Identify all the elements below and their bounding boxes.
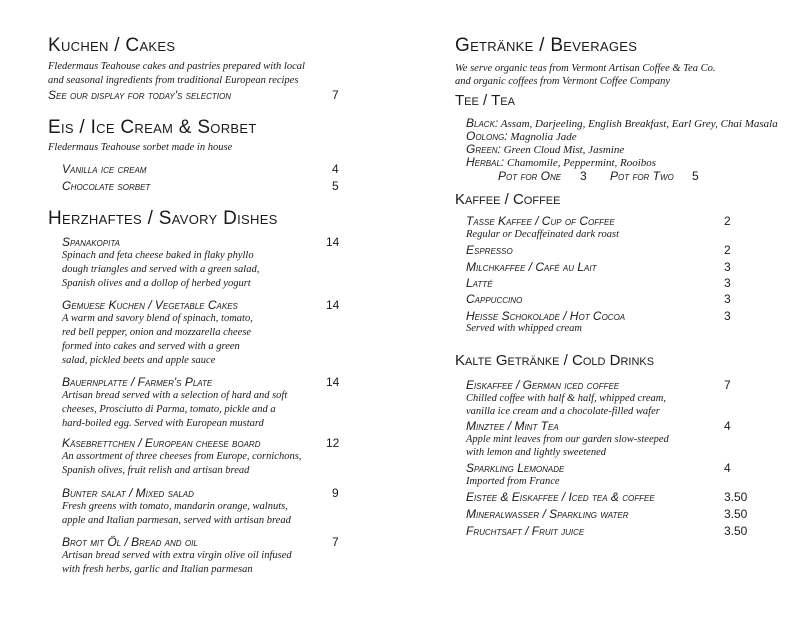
- menu-item-price: 4: [724, 461, 731, 475]
- menu-item-name: Eiskaffee / German iced coffee: [466, 378, 620, 392]
- menu-item-name: Latté: [466, 276, 493, 290]
- menu-item-description: dough triangles and served with a green salad,: [62, 264, 260, 275]
- tea-varieties: Green Cloud Mist, Jasmine: [500, 144, 625, 156]
- menu-item-name: Mineralwasser / Sparkling water: [466, 507, 629, 521]
- tea-label: Herbal:: [466, 155, 505, 169]
- menu-item-name: Cappuccino: [466, 292, 523, 306]
- menu-item-price: 7: [332, 535, 339, 549]
- menu-item-name: Gemuese Kuchen / Vegetable Cakes: [62, 298, 238, 312]
- cakes-description-line: and seasonal ingredients from traditional European recipes: [48, 75, 299, 86]
- menu-item-description: apple and Italian parmesan, served with artisan bread: [62, 515, 291, 526]
- menu-item-price: 9: [332, 486, 339, 500]
- menu-item-description: Artisan bread served with a selection of hard and soft: [62, 390, 288, 401]
- menu-item-description: Spinach and feta cheese baked in flaky phyllo: [62, 250, 254, 261]
- cakes-price: 7: [332, 88, 339, 102]
- menu-item-name: Chocolate sorbet: [62, 179, 151, 193]
- menu-item-price: 14: [326, 375, 340, 389]
- section-title-cakes: Kuchen / Cakes: [48, 35, 176, 56]
- menu-item-description: with lemon and lightly sweetened: [466, 447, 606, 458]
- ice-cream-description: Fledermaus Teahouse sorbet made in house: [48, 142, 233, 153]
- cakes-description-line: Fledermaus Teahouse cakes and pastries prepared with local: [48, 61, 305, 72]
- cakes-display-note: See our display for today's selection: [48, 88, 231, 102]
- pot-for-two-price: 5: [692, 169, 699, 183]
- menu-item-name: Espresso: [466, 243, 513, 257]
- menu-item-name: Käsebrettchen / European cheese board: [62, 436, 261, 450]
- pot-for-one-price: 3: [580, 169, 587, 183]
- beverages-description-line: and organic coffees from Vermont Coffee Company: [455, 76, 671, 87]
- menu-item-price: 2: [724, 243, 731, 257]
- tea-label: Black:: [466, 116, 499, 130]
- menu-item-price: 4: [724, 419, 731, 433]
- menu-item-name: Milchkaffee / Café au Lait: [466, 260, 597, 274]
- tea-label: Oolong:: [466, 129, 508, 143]
- menu-item-name: Heisse Schokolade / Hot Cocoa: [466, 309, 626, 323]
- menu-item-description: Artisan bread served with extra virgin olive oil infused: [62, 550, 292, 561]
- menu-item-name: Spanakopita: [62, 235, 120, 249]
- menu-item-description: Fresh greens with tomato, mandarin orange, walnuts,: [62, 501, 288, 512]
- menu-item-price: 5: [332, 179, 339, 193]
- menu-item-description: salad, pickled beets and apple sauce: [62, 355, 216, 366]
- menu-item-description: An assortment of three cheeses from Europe, cornichons,: [62, 451, 302, 462]
- menu-item-description: vanilla ice cream and a chocolate-filled wafer: [466, 406, 660, 417]
- menu-item-price: 3: [724, 292, 731, 306]
- menu-item-price: 14: [326, 235, 340, 249]
- menu-item-description: hard-boiled egg. Served with European mustard: [62, 418, 264, 429]
- menu-item-description: Imported from France: [466, 476, 560, 487]
- section-title-ice-cream: Eis / Ice Cream & Sorbet: [48, 117, 257, 138]
- menu-item-name: Sparkling Lemonade: [466, 461, 565, 475]
- menu-item-price: 12: [326, 436, 340, 450]
- menu-item-name: Brot mit Öl / Bread and oil: [62, 535, 198, 549]
- menu-item-name: Eistee & Eiskaffee / Iced tea & coffee: [466, 490, 655, 504]
- menu-item-description: Chilled coffee with half & half, whipped cream,: [466, 393, 666, 404]
- menu-item-name: Vanilla ice cream: [62, 162, 147, 176]
- menu-item-description: Spanish olives and a dollop of herbed yogurt: [62, 278, 251, 289]
- menu-item-description: Apple mint leaves from our garden slow-steeped: [466, 434, 669, 445]
- menu-item-description: Regular or Decaffeinated dark roast: [466, 229, 620, 240]
- menu-item-description: Served with whipped cream: [466, 323, 582, 334]
- subsection-title-tea: Tee / Tea: [455, 92, 515, 109]
- menu-item-description: A warm and savory blend of spinach, tomato,: [62, 313, 253, 324]
- menu-item-price: 3.50: [724, 507, 748, 521]
- menu-item-name: Fruchtsaft / Fruit juice: [466, 524, 585, 538]
- section-title-savory: Herzhaftes / Savory Dishes: [48, 208, 278, 229]
- menu-item-name: Minztee / Mint Tea: [466, 419, 559, 433]
- menu-item-price: 2: [724, 214, 731, 228]
- pot-for-one-label: Pot for One: [498, 169, 562, 183]
- menu-item-description: with fresh herbs, garlic and Italian parmesan: [62, 564, 253, 575]
- tea-varieties: Magnolia Jade: [507, 131, 577, 143]
- menu-item-name: Tasse Kaffee / Cup of Coffee: [466, 214, 615, 228]
- menu-item-description: Spanish olives, fruit relish and artisan bread: [62, 465, 250, 476]
- menu-item-description: red bell pepper, onion and mozzarella cheese: [62, 327, 252, 338]
- menu-item-price: 3.50: [724, 524, 748, 538]
- subsection-title-cold-drinks: Kalte Getränke / Cold Drinks: [455, 352, 655, 369]
- section-title-beverages: Getränke / Beverages: [455, 35, 638, 56]
- menu-item-price: 14: [326, 298, 340, 312]
- tea-varieties: Assam, Darjeeling, English Breakfast, Earl Grey, Chai Masala: [498, 118, 778, 130]
- menu-item-price: 3: [724, 309, 731, 323]
- menu-item-description: cheeses, Prosciutto di Parma, tomato, pickle and a: [62, 404, 276, 415]
- menu-item-price: 4: [332, 162, 339, 176]
- menu-item-price: 7: [724, 378, 731, 392]
- pot-for-two-label: Pot for Two: [610, 169, 674, 183]
- subsection-title-coffee: Kaffee / Coffee: [455, 191, 561, 208]
- menu-item-price: 3: [724, 260, 731, 274]
- menu-item-description: formed into cakes and served with a green: [62, 341, 240, 352]
- menu-item-name: Bunter salat / Mixed salad: [62, 486, 194, 500]
- menu-item-name: Bauernplatte / Farmer's Plate: [62, 375, 213, 389]
- tea-label: Green:: [466, 142, 501, 156]
- menu-item-price: 3.50: [724, 490, 748, 504]
- beverages-description-line: We serve organic teas from Vermont Artisan Coffee & Tea Co.: [455, 63, 716, 74]
- menu-item-price: 3: [724, 276, 731, 290]
- tea-varieties: Chamomile, Peppermint, Rooibos: [504, 157, 657, 169]
